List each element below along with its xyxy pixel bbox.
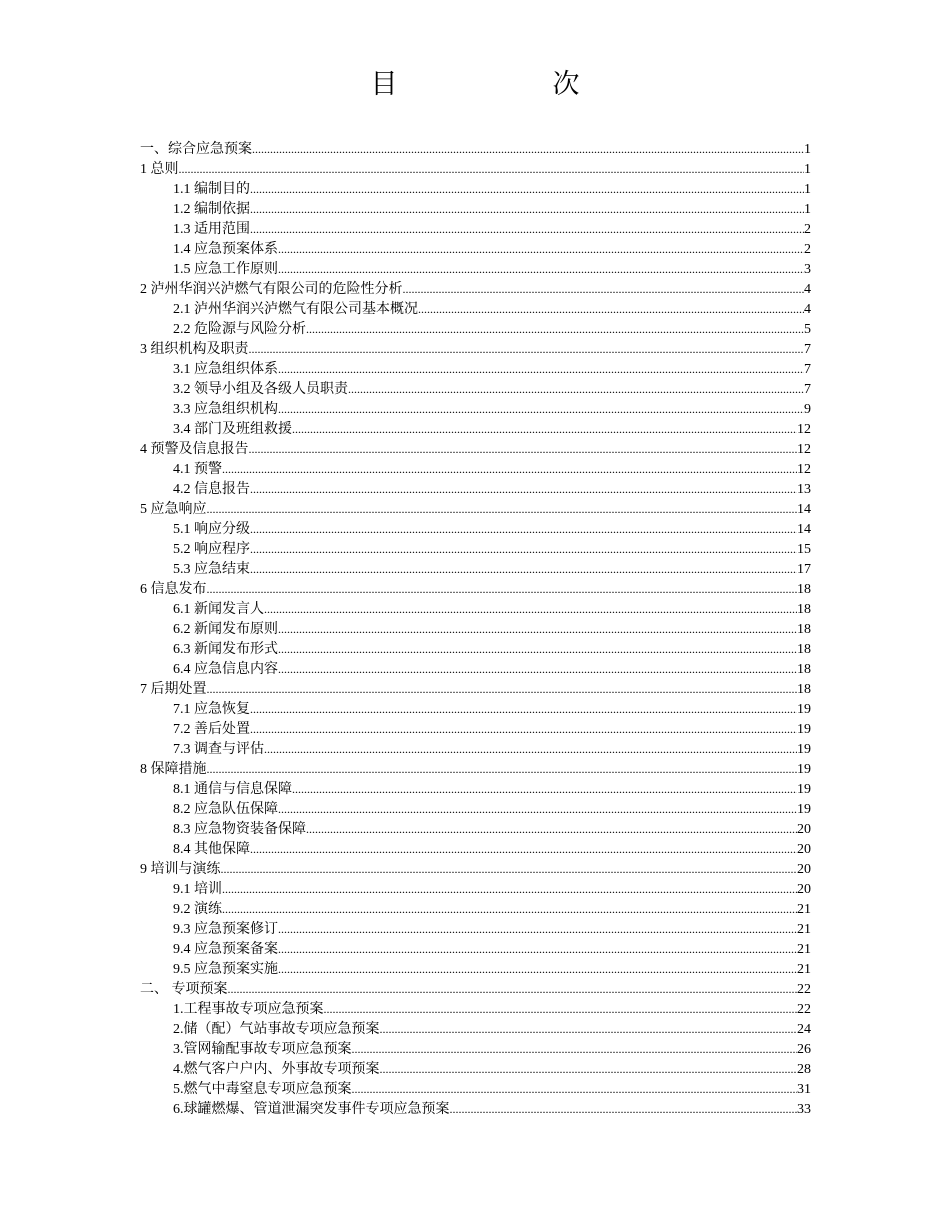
toc-dot-leader (292, 419, 797, 440)
toc-entry-page-number: 21 (797, 922, 811, 937)
toc-entry[interactable] (140, 639, 811, 659)
toc-entry-label: 9 培训与演练 (140, 862, 221, 877)
toc-entry-label: 4.1 预警 (173, 462, 222, 477)
toc-entry[interactable] (140, 299, 811, 319)
toc-entry[interactable] (140, 939, 811, 959)
toc-entry-label: 1.3 适用范围 (173, 222, 250, 237)
toc-dot-leader (250, 839, 797, 860)
toc-dot-leader (250, 199, 804, 220)
toc-entry[interactable] (140, 359, 811, 379)
toc-entry[interactable] (140, 779, 811, 799)
toc-entry-label: 5.燃气中毒窒息专项应急预案 (173, 1082, 352, 1097)
toc-dot-leader (222, 879, 797, 900)
toc-entry[interactable] (140, 739, 811, 759)
toc-entry-page-number: 1 (804, 202, 811, 217)
toc-entry[interactable] (140, 459, 811, 479)
toc-entry-page-number: 18 (797, 642, 811, 657)
toc-dot-leader (252, 139, 804, 160)
toc-dot-leader (222, 459, 797, 480)
toc-entry[interactable] (140, 539, 811, 559)
toc-entry[interactable] (140, 659, 811, 679)
toc-entry[interactable] (140, 959, 811, 979)
toc-dot-leader (278, 959, 797, 980)
toc-entry-label: 3.4 部门及班组救援 (173, 422, 292, 437)
toc-entry[interactable] (140, 599, 811, 619)
toc-entry-page-number: 1 (804, 162, 811, 177)
toc-dot-leader (306, 819, 797, 840)
toc-entry[interactable] (140, 999, 811, 1019)
toc-entry[interactable] (140, 759, 811, 779)
toc-entry[interactable] (140, 279, 811, 299)
toc-dot-leader (278, 799, 797, 820)
toc-entry-label: 5 应急响应 (140, 502, 207, 517)
toc-dot-leader (278, 939, 797, 960)
toc-dot-leader (380, 1019, 798, 1040)
toc-entry-page-number: 7 (804, 382, 811, 397)
toc-entry-label: 7 后期处置 (140, 682, 207, 697)
toc-entry-label: 6.1 新闻发言人 (173, 602, 264, 617)
toc-entry[interactable] (140, 239, 811, 259)
toc-entry-label: 6.2 新闻发布原则 (173, 622, 278, 637)
toc-entry[interactable] (140, 919, 811, 939)
toc-entry-label: 9.4 应急预案备案 (173, 942, 278, 957)
toc-dot-leader (207, 759, 798, 780)
toc-dot-leader (250, 539, 797, 560)
toc-dot-leader (249, 339, 805, 360)
toc-entry-page-number: 18 (797, 682, 811, 697)
toc-dot-leader (352, 1079, 798, 1100)
toc-dot-leader (418, 299, 804, 320)
toc-entry-page-number: 24 (797, 1022, 811, 1037)
toc-entry[interactable] (140, 159, 811, 179)
toc-entry[interactable] (140, 1059, 811, 1079)
toc-entry-label: 7.1 应急恢复 (173, 702, 250, 717)
toc-entry-label: 4.2 信息报告 (173, 482, 250, 497)
toc-entry-page-number: 12 (797, 422, 811, 437)
toc-entry-label: 4 预警及信息报告 (140, 442, 249, 457)
toc-entry-page-number: 2 (804, 242, 811, 257)
toc-entry-page-number: 9 (804, 402, 811, 417)
toc-entry-page-number: 19 (797, 782, 811, 797)
toc-entry-page-number: 21 (797, 962, 811, 977)
toc-entry-page-number: 13 (797, 482, 811, 497)
toc-dot-leader (278, 639, 797, 660)
toc-entry-label: 3.管网输配事故专项应急预案 (173, 1042, 352, 1057)
toc-dot-leader (348, 379, 804, 400)
toc-dot-leader (228, 979, 798, 1000)
toc-entry-page-number: 3 (804, 262, 811, 277)
toc-entry-label: 7.2 善后处置 (173, 722, 250, 737)
toc-entry[interactable] (140, 259, 811, 279)
toc-entry-page-number: 19 (797, 802, 811, 817)
toc-entry-page-number: 18 (797, 622, 811, 637)
toc-entry[interactable] (140, 559, 811, 579)
toc-dot-leader (278, 659, 797, 680)
toc-entry-page-number: 7 (804, 342, 811, 357)
toc-entry[interactable] (140, 1019, 811, 1039)
toc-entry[interactable] (140, 799, 811, 819)
toc-entry-page-number: 21 (797, 902, 811, 917)
toc-entry-label: 一、综合应急预案 (140, 142, 252, 157)
toc-dot-leader (292, 779, 797, 800)
toc-entry-label: 1.4 应急预案体系 (173, 242, 278, 257)
toc-entry-label: 8.4 其他保障 (173, 842, 250, 857)
toc-entry[interactable] (140, 519, 811, 539)
toc-entry-label: 8.2 应急队伍保障 (173, 802, 278, 817)
toc-entry-page-number: 20 (797, 882, 811, 897)
toc-entry-label: 3 组织机构及职责 (140, 342, 249, 357)
toc-entry-page-number: 15 (797, 542, 811, 557)
toc-entry-label: 5.2 响应程序 (173, 542, 250, 557)
toc-entry[interactable] (140, 219, 811, 239)
toc-dot-leader (278, 259, 804, 280)
page-title: 目 次 (370, 69, 644, 99)
toc-entry-label: 2 泸州华润兴泸燃气有限公司的危险性分析 (140, 282, 403, 297)
toc-entry-label: 二、 专项预案 (140, 982, 228, 997)
toc-entry[interactable] (140, 679, 811, 699)
toc-entry[interactable] (140, 139, 811, 159)
toc-dot-leader (250, 479, 797, 500)
toc-dot-leader (278, 919, 797, 940)
toc-entry-page-number: 14 (797, 522, 811, 537)
toc-entry-label: 5.1 响应分级 (173, 522, 250, 537)
toc-entry-label: 4.燃气客户户内、外事故专项预案 (173, 1062, 380, 1077)
toc-entry[interactable] (140, 499, 811, 519)
toc-entry-page-number: 28 (797, 1062, 811, 1077)
toc-entry-label: 9.2 演练 (173, 902, 222, 917)
toc-dot-leader (324, 999, 798, 1020)
toc-entry-page-number: 18 (797, 602, 811, 617)
toc-entry-page-number: 17 (797, 562, 811, 577)
toc-entry[interactable] (140, 1099, 811, 1119)
toc-entry-page-number: 2 (804, 222, 811, 237)
toc-entry[interactable] (140, 899, 811, 919)
toc-dot-leader (380, 1059, 798, 1080)
toc-entry-label: 2.储（配）气站事故专项应急预案 (173, 1022, 380, 1037)
toc-entry-label: 2.2 危险源与风险分析 (173, 322, 306, 337)
toc-dot-leader (250, 519, 797, 540)
toc-dot-leader (207, 579, 798, 600)
toc-dot-leader (403, 279, 805, 300)
toc-entry-label: 1.1 编制目的 (173, 182, 250, 197)
toc-dot-leader (278, 239, 804, 260)
toc-entry-label: 6.4 应急信息内容 (173, 662, 278, 677)
toc-entry-label: 6.3 新闻发布形式 (173, 642, 278, 657)
table-of-contents (140, 139, 811, 1119)
toc-entry-label: 5.3 应急结束 (173, 562, 250, 577)
toc-entry[interactable] (140, 199, 811, 219)
toc-entry-page-number: 19 (797, 722, 811, 737)
toc-entry-label: 3.2 领导小组及各级人员职责 (173, 382, 348, 397)
toc-dot-leader (278, 399, 804, 420)
toc-entry-page-number: 19 (797, 742, 811, 757)
toc-entry[interactable] (140, 719, 811, 739)
toc-entry-page-number: 22 (797, 982, 811, 997)
toc-entry-page-number: 12 (797, 442, 811, 457)
toc-entry-page-number: 26 (797, 1042, 811, 1057)
toc-entry-page-number: 4 (804, 282, 811, 297)
toc-entry-page-number: 1 (804, 182, 811, 197)
toc-entry-label: 1.5 应急工作原则 (173, 262, 278, 277)
toc-dot-leader (450, 1099, 798, 1120)
toc-entry-label: 1.工程事故专项应急预案 (173, 1002, 324, 1017)
toc-entry-label: 9.1 培训 (173, 882, 222, 897)
toc-dot-leader (249, 439, 798, 460)
toc-entry[interactable] (140, 339, 811, 359)
toc-entry[interactable] (140, 819, 811, 839)
toc-dot-leader (264, 739, 797, 760)
toc-entry-label: 8.3 应急物资装备保障 (173, 822, 306, 837)
toc-dot-leader (250, 179, 804, 200)
toc-dot-leader (222, 899, 797, 920)
toc-entry-label: 2.1 泸州华润兴泸燃气有限公司基本概况 (173, 302, 418, 317)
toc-entry-label: 8 保障措施 (140, 762, 207, 777)
toc-entry-label: 8.1 通信与信息保障 (173, 782, 292, 797)
toc-entry-page-number: 7 (804, 362, 811, 377)
toc-entry[interactable] (140, 399, 811, 419)
toc-dot-leader (264, 599, 797, 620)
toc-entry[interactable] (140, 479, 811, 499)
toc-entry[interactable] (140, 419, 811, 439)
toc-dot-leader (250, 219, 804, 240)
toc-dot-leader (278, 359, 804, 380)
toc-entry-page-number: 12 (797, 462, 811, 477)
toc-dot-leader (250, 719, 797, 740)
toc-entry[interactable] (140, 979, 811, 999)
toc-entry-page-number: 19 (797, 762, 811, 777)
toc-entry-page-number: 31 (797, 1082, 811, 1097)
toc-dot-leader (207, 499, 798, 520)
toc-entry-label: 6.球罐燃爆、管道泄漏突发事件专项应急预案 (173, 1102, 450, 1117)
toc-entry[interactable] (140, 699, 811, 719)
toc-entry-page-number: 20 (797, 822, 811, 837)
toc-dot-leader (179, 159, 805, 180)
toc-entry-page-number: 21 (797, 942, 811, 957)
toc-dot-leader (278, 619, 797, 640)
toc-entry[interactable] (140, 319, 811, 339)
toc-entry[interactable] (140, 179, 811, 199)
toc-entry-page-number: 20 (797, 862, 811, 877)
toc-entry-label: 1 总则 (140, 162, 179, 177)
toc-entry-page-number: 18 (797, 582, 811, 597)
toc-entry-label: 9.3 应急预案修订 (173, 922, 278, 937)
toc-dot-leader (250, 699, 797, 720)
toc-entry-label: 3.1 应急组织体系 (173, 362, 278, 377)
toc-entry-page-number: 1 (804, 142, 811, 157)
toc-entry-label: 7.3 调查与评估 (173, 742, 264, 757)
toc-entry-label: 6 信息发布 (140, 582, 207, 597)
toc-entry-page-number: 22 (797, 1002, 811, 1017)
toc-entry[interactable] (140, 1039, 811, 1059)
toc-entry-page-number: 20 (797, 842, 811, 857)
toc-dot-leader (352, 1039, 798, 1060)
toc-entry-label: 1.2 编制依据 (173, 202, 250, 217)
toc-entry[interactable] (140, 839, 811, 859)
toc-entry-page-number: 18 (797, 662, 811, 677)
toc-entry-page-number: 14 (797, 502, 811, 517)
toc-entry[interactable] (140, 379, 811, 399)
toc-entry-label: 9.5 应急预案实施 (173, 962, 278, 977)
toc-dot-leader (250, 559, 797, 580)
toc-entry-label: 3.3 应急组织机构 (173, 402, 278, 417)
toc-entry-page-number: 33 (797, 1102, 811, 1117)
toc-entry[interactable] (140, 1079, 811, 1099)
toc-entry[interactable] (140, 879, 811, 899)
toc-dot-leader (207, 679, 798, 700)
toc-entry-page-number: 4 (804, 302, 811, 317)
toc-dot-leader (221, 859, 798, 880)
toc-entry[interactable] (140, 859, 811, 879)
toc-entry[interactable] (140, 619, 811, 639)
toc-entry-page-number: 5 (804, 322, 811, 337)
toc-entry[interactable] (140, 439, 811, 459)
toc-dot-leader (306, 319, 804, 340)
toc-entry-page-number: 19 (797, 702, 811, 717)
toc-entry[interactable] (140, 579, 811, 599)
